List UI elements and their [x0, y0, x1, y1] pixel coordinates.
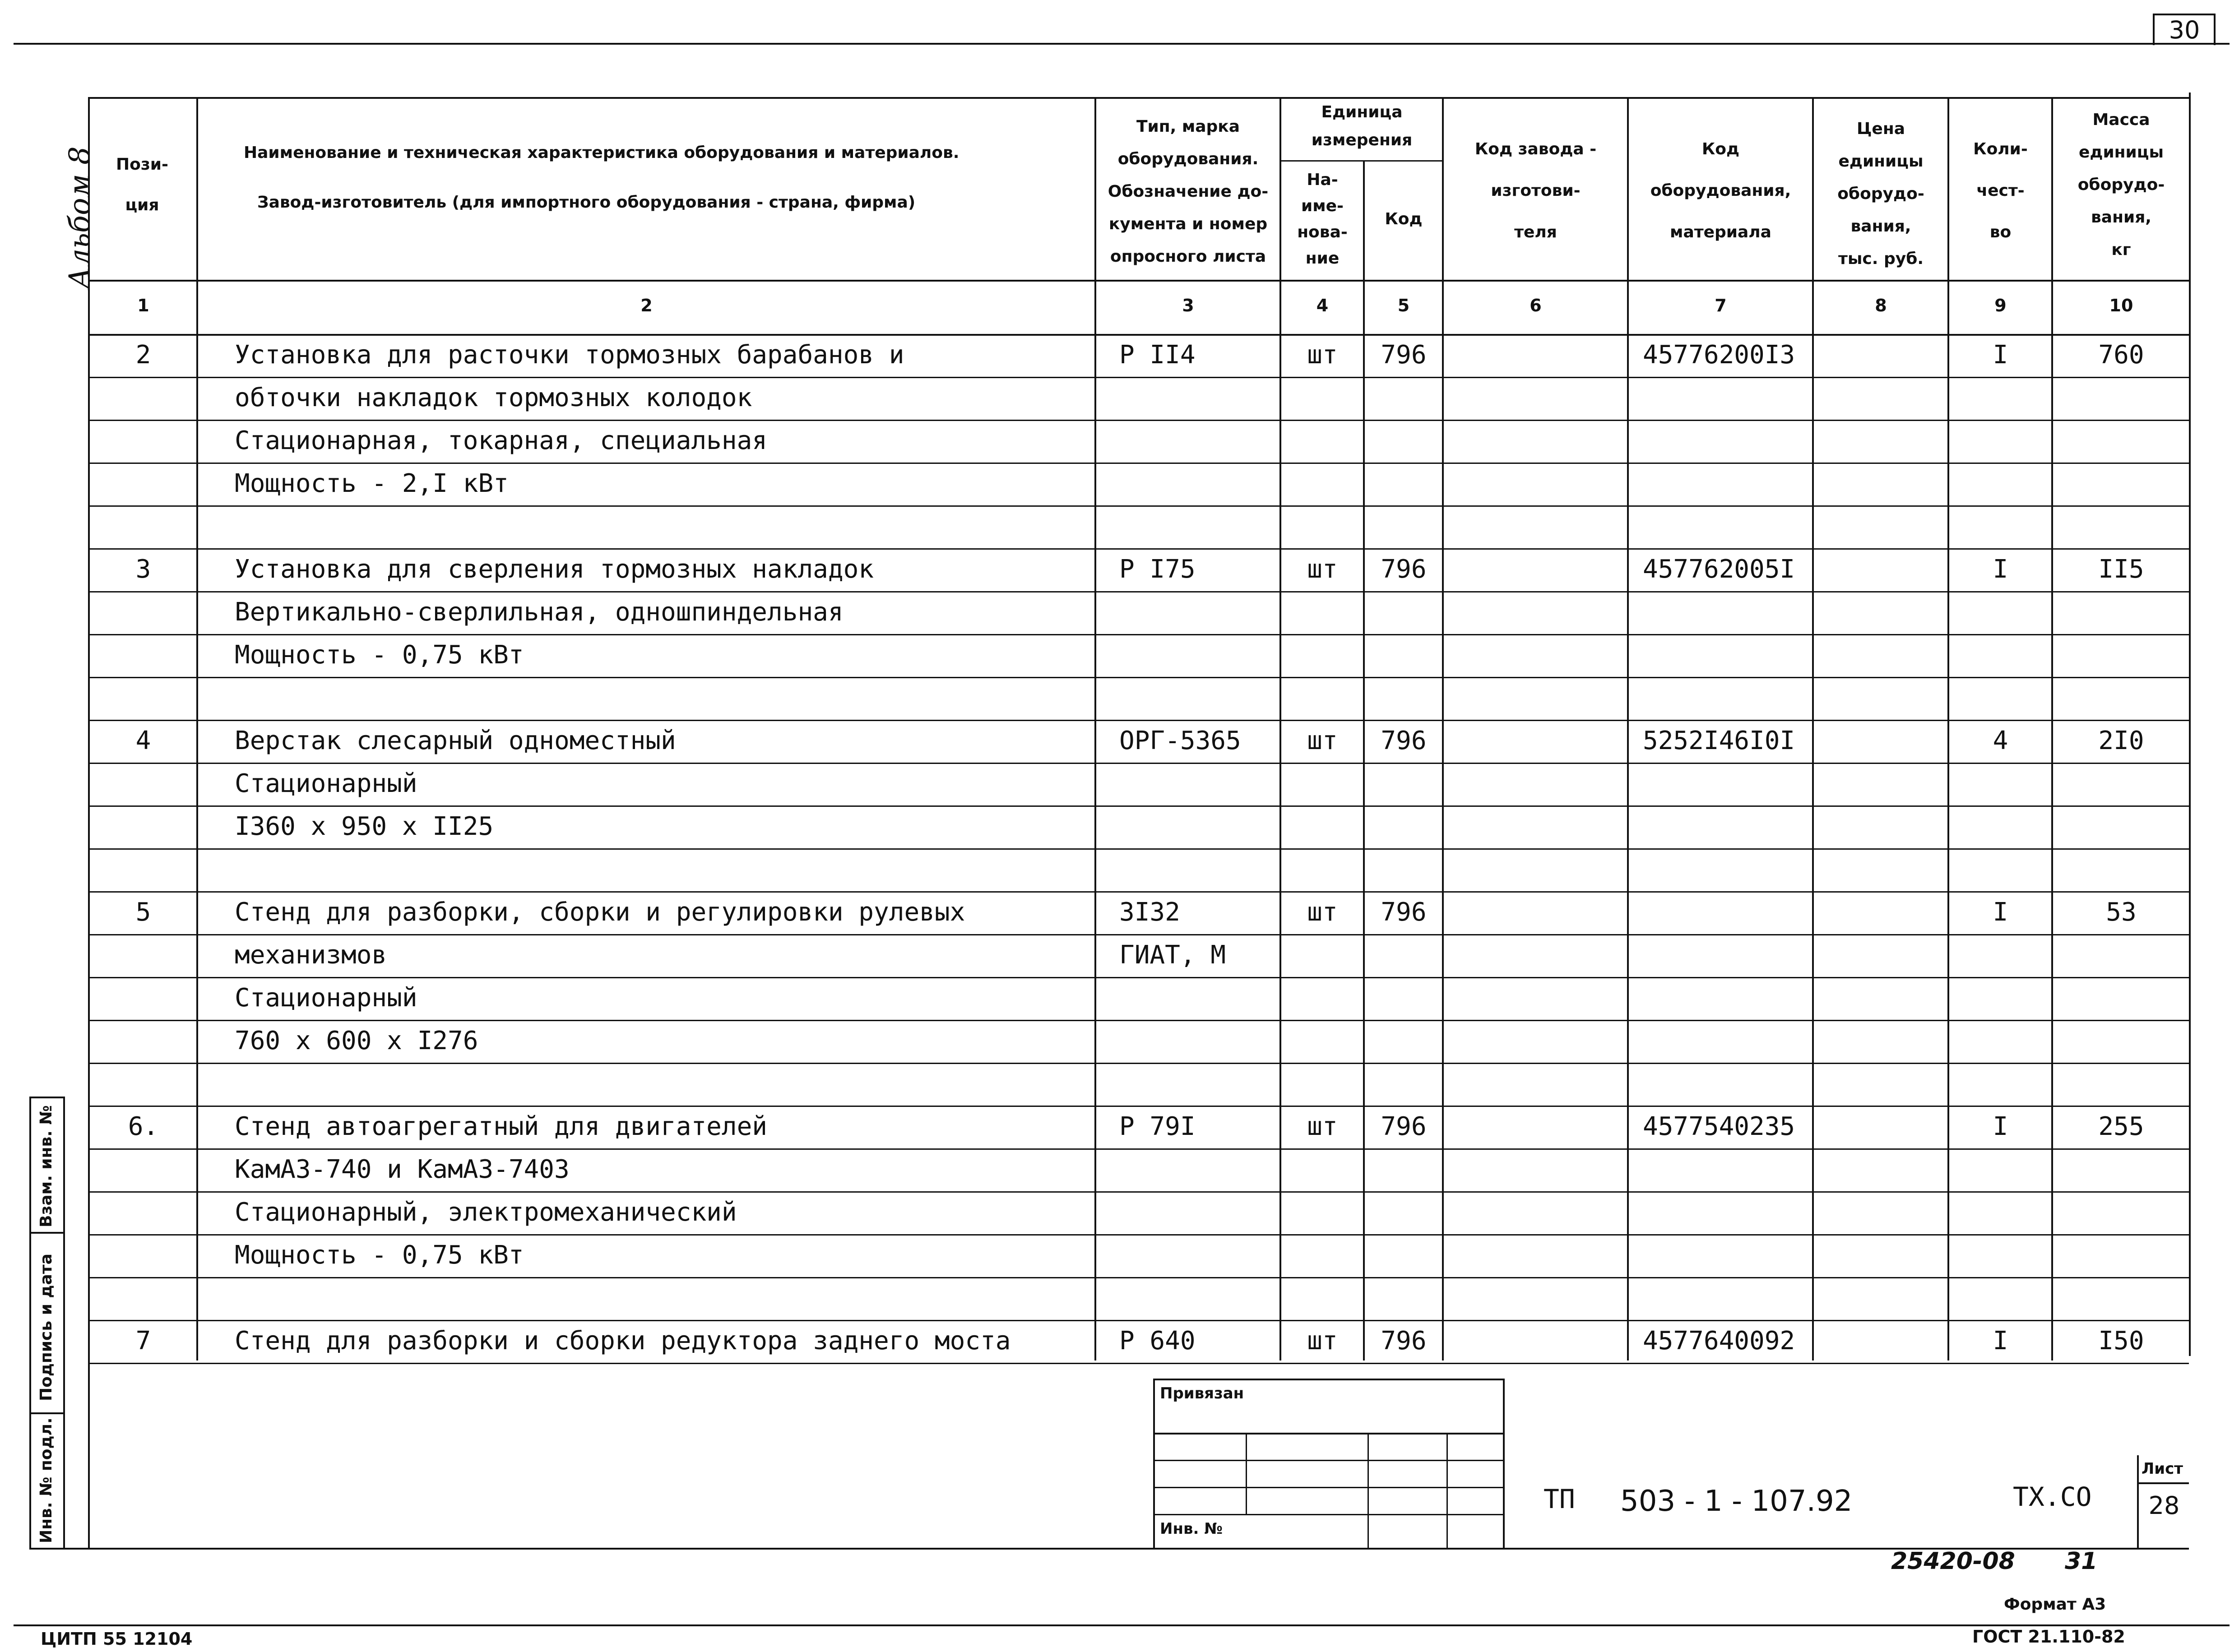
cell-desc: обточки накладок тормозных колодок	[235, 383, 752, 412]
cell-unit: шт	[1307, 726, 1338, 755]
header-mass: Масса единицы оборудо- вания, кг	[2077, 111, 2165, 259]
row-divider	[88, 1148, 2189, 1150]
cell-qty: I	[1993, 1326, 2008, 1356]
colnum-5: 5	[1397, 296, 1410, 315]
cell-desc: Стенд автоагрегатный для двигателей	[235, 1112, 768, 1141]
bottom-frame-line	[14, 1624, 2230, 1626]
cell-unit: шт	[1307, 898, 1338, 927]
cell-equip-code: 5252I46I0I	[1643, 726, 1795, 755]
cell-desc: Установка для сверления тормозных накладок	[235, 555, 874, 584]
cell-mass: I50	[2098, 1326, 2144, 1356]
row-divider	[88, 763, 2189, 764]
cell-code: 796	[1381, 340, 1427, 370]
cell-desc: Мощность - 0,75 кВт	[235, 1240, 524, 1270]
row-divider	[88, 420, 2189, 421]
colnum-3: 3	[1182, 296, 1194, 315]
cell-qty: I	[1993, 555, 2008, 584]
cipher-label: ЦИТП 55 12104	[41, 1629, 193, 1649]
colnum-1: 1	[137, 296, 149, 315]
cell-qty: I	[1993, 340, 2008, 370]
row-divider	[88, 1320, 2189, 1321]
colnum-10: 10	[2109, 296, 2133, 315]
cell-equip-code: 4577640092	[1643, 1326, 1795, 1356]
row-divider	[88, 591, 2189, 592]
row-divider	[88, 891, 2189, 893]
cell-pos: 2	[135, 340, 151, 370]
cell-desc: 760 x 600 x I276	[235, 1026, 478, 1055]
cell-desc: Мощность - 0,75 кВт	[235, 640, 524, 670]
row-divider	[88, 1106, 2189, 1107]
cell-code: 796	[1381, 898, 1427, 927]
cell-mass: 760	[2098, 340, 2144, 370]
cell-code: 796	[1381, 555, 1427, 584]
gost-label: ГОСТ 21.110-82	[1972, 1627, 2125, 1647]
colnum-4: 4	[1316, 296, 1329, 315]
cell-pos: 6.	[128, 1112, 159, 1141]
cell-desc: Стенд для разборки, сборки и регулировки рулевых	[235, 898, 965, 927]
cell-desc: Стационарная, токарная, специальная	[235, 426, 768, 455]
cell-unit: шт	[1307, 340, 1338, 370]
header-unit-name: На- име- нова- ние	[1297, 171, 1348, 268]
row-divider	[88, 977, 2189, 978]
stamp-doc-code: ТХ.СО	[2013, 1481, 2092, 1512]
row-divider	[88, 805, 2189, 807]
colnum-9: 9	[1994, 296, 2007, 315]
cell-qty: 4	[1993, 726, 2008, 755]
row-divider	[88, 377, 2189, 378]
cell-desc: Вертикально-сверлильная, одношпиндельная	[235, 597, 844, 627]
cell-mass: II5	[2098, 555, 2144, 584]
header-unit-group: Единица измерения	[1311, 103, 1413, 149]
stamp-inv-label: Инв. №	[1160, 1520, 1223, 1538]
colnum-2: 2	[640, 296, 653, 315]
cell-qty: I	[1993, 898, 2008, 927]
archive-number: 25420-08	[1891, 1548, 2015, 1575]
top-frame-line	[14, 43, 2230, 45]
cell-type: ОРГ-5365	[1119, 726, 1241, 755]
cell-desc: Верстак слесарный одноместный	[235, 726, 676, 755]
cell-pos: 7	[135, 1326, 151, 1356]
cell-type: 3I32	[1119, 898, 1180, 927]
stamp-project-prefix: ТП	[1544, 1484, 1575, 1514]
colnum-6: 6	[1530, 296, 1542, 315]
header-unit-code: Код	[1385, 210, 1423, 228]
cell-equip-code: 45776200I3	[1643, 340, 1795, 370]
stamp-sheet-number: 28	[2148, 1491, 2180, 1520]
cell-pos: 4	[135, 726, 151, 755]
row-divider	[88, 1020, 2189, 1021]
row-divider	[88, 677, 2189, 678]
row-divider	[88, 548, 2189, 550]
colnum-8: 8	[1875, 296, 1887, 315]
row-divider	[88, 1363, 2189, 1364]
sheet-top-number: 30	[2169, 16, 2200, 44]
cell-desc: КамАЗ-740 и КамАЗ-7403	[235, 1155, 570, 1184]
cell-type: Р 640	[1119, 1326, 1196, 1356]
cell-code: 796	[1381, 1326, 1427, 1356]
stamp-bound-label: Привязан	[1160, 1384, 1244, 1402]
row-divider	[88, 505, 2189, 507]
row-divider	[88, 1063, 2189, 1064]
album-label: Альбом 8	[63, 146, 97, 289]
cell-desc: Мощность - 2,I кВт	[235, 469, 509, 498]
colnum-7: 7	[1715, 296, 1727, 315]
header-type: Тип, марка оборудования. Обозначение до- кумента и номер опросного листа	[1108, 117, 1269, 266]
header-position: Пози- ция	[116, 155, 168, 214]
row-divider	[88, 634, 2189, 635]
inv-orig-label: Инв. № подл.	[37, 1417, 56, 1543]
cell-desc: Стенд для разборки и сборки редуктора заднего моста	[235, 1326, 1011, 1356]
row-divider	[88, 1191, 2189, 1193]
header-plant-code: Код завода - изготови- теля	[1474, 140, 1597, 241]
cell-desc: Стационарный	[235, 983, 417, 1013]
cell-code: 796	[1381, 726, 1427, 755]
cell-unit: шт	[1307, 1326, 1338, 1356]
cell-unit: шт	[1307, 555, 1338, 584]
stamp-project-number: 503 - 1 - 107.92	[1620, 1485, 1853, 1518]
header-price: Цена единицы оборудо- вания, тыс. руб.	[1837, 120, 1924, 268]
cell-mass: 255	[2098, 1112, 2144, 1141]
sign-date-label: Подпись и дата	[37, 1254, 56, 1401]
row-divider	[88, 848, 2189, 850]
inv-change-label: Взам. инв. №	[37, 1105, 56, 1227]
cell-desc: Стационарный	[235, 769, 417, 798]
cell-desc: Стационарный, электромеханический	[235, 1198, 737, 1227]
cell-type: ГИАТ, М	[1119, 940, 1226, 970]
cell-desc: I360 x 950 x II25	[235, 812, 494, 841]
cell-mass: 2I0	[2098, 726, 2144, 755]
row-divider	[88, 934, 2189, 935]
cell-code: 796	[1381, 1112, 1427, 1141]
row-divider	[88, 463, 2189, 464]
cell-desc: механизмов	[235, 940, 387, 970]
cell-desc: Установка для расточки тормозных барабанов и	[235, 340, 904, 370]
row-divider	[88, 1234, 2189, 1236]
cell-type: Р II4	[1119, 340, 1196, 370]
stamp-sheet-label: Лист	[2142, 1460, 2183, 1478]
cell-mass: 53	[2106, 898, 2137, 927]
cell-qty: I	[1993, 1112, 2008, 1141]
archive-page: 31	[2065, 1548, 2098, 1575]
cell-equip-code: 4577540235	[1643, 1112, 1795, 1141]
cell-pos: 3	[135, 555, 151, 584]
cell-pos: 5	[135, 898, 151, 927]
header-quantity: Коли- чест- во	[1973, 140, 2028, 241]
row-divider	[88, 1277, 2189, 1278]
format-label: Формат А3	[2004, 1595, 2106, 1614]
header-name-line1: Наименование и техническая характеристика оборудования и материалов.	[244, 143, 960, 162]
row-divider	[88, 720, 2189, 721]
cell-type: Р I75	[1119, 555, 1196, 584]
cell-type: Р 79I	[1119, 1112, 1196, 1141]
header-equip-code: Код оборудования, материала	[1650, 140, 1791, 241]
cell-unit: шт	[1307, 1112, 1338, 1141]
cell-equip-code: 457762005I	[1643, 555, 1795, 584]
header-name-line2: Завод-изготовитель (для импортного оборудования - страна, фирма)	[257, 193, 916, 212]
